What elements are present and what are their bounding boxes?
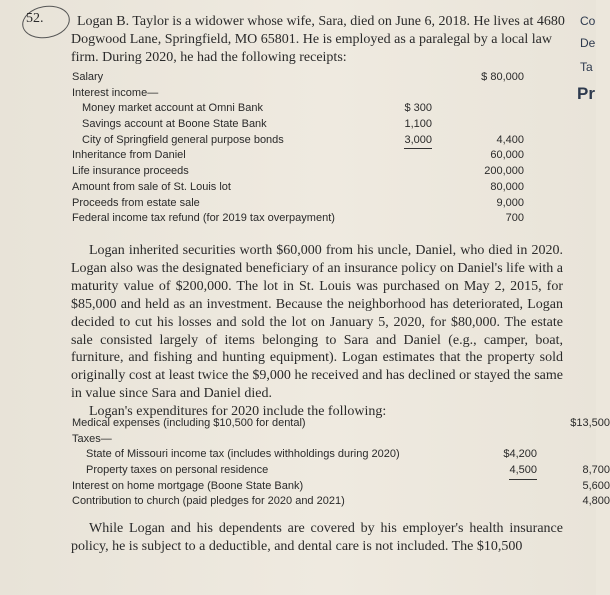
row-label: Interest income—	[72, 86, 159, 99]
row-amount-total: 200,000	[484, 165, 524, 178]
table-row	[72, 133, 532, 149]
side-fragment: Co	[580, 14, 596, 28]
paragraph-insurance	[71, 520, 563, 556]
row-label: Salary	[72, 71, 104, 83]
table-row	[72, 211, 532, 227]
row-label: Amount from sale of St. Louis lot	[72, 180, 231, 193]
intro-line: firm. During 2020, he had the following receipts:	[71, 50, 347, 65]
intro-line: Logan B. Taylor is a widower whose wife, Sara, died on June 6, 2018. He lives at 4680	[77, 14, 565, 29]
row-amount-total: 4,800	[582, 495, 610, 508]
row-amount-total: 5,600	[582, 479, 610, 492]
row-label: Life insurance proceeds	[72, 165, 189, 178]
table-row	[72, 494, 610, 510]
table-row	[72, 148, 532, 164]
table-row	[72, 180, 532, 196]
row-amount-total: 700	[505, 212, 524, 225]
row-label: Proceeds from estate sale	[72, 196, 200, 209]
row-amount-detail: $ 300	[404, 102, 432, 115]
paragraph-receipts-explanation	[71, 242, 563, 421]
row-amount-detail: 3,000	[404, 133, 432, 150]
table-row	[72, 196, 532, 212]
paragraph-text: Logan's expenditures for 2020 include the following:	[89, 404, 387, 420]
row-amount-total: 8,700	[582, 464, 610, 477]
side-fragment: Pr	[577, 84, 595, 103]
table-row	[72, 479, 610, 495]
table-row	[72, 447, 542, 463]
table-row	[72, 101, 532, 117]
side-fragment: De	[580, 36, 596, 50]
row-label: Medical expenses (including $10,500 for dental)	[72, 417, 306, 429]
row-label: Savings account at Boone State Bank	[82, 118, 267, 131]
intro-line: Dogwood Lane, Springfield, MO 65801. He is employed as a paralegal by a local law	[71, 32, 552, 47]
row-amount-detail: 4,500	[509, 463, 537, 480]
row-label: Money market account at Omni Bank	[82, 102, 263, 115]
receipts-table	[72, 70, 532, 227]
row-label: Taxes—	[72, 432, 112, 445]
paragraph-text: While Logan and his dependents are covered by his employer's health insurance policy, he is subject to a deductible, and dental care is not included. The $10,500	[71, 521, 563, 554]
problem-intro	[71, 13, 567, 67]
table-row	[72, 416, 610, 432]
problem-number: 52.	[26, 11, 44, 26]
row-amount-total: 60,000	[490, 149, 524, 162]
table-row	[72, 164, 532, 180]
expenditures-table	[72, 416, 610, 510]
row-label: Contribution to church (paid pledges for 2020 and 2021)	[72, 495, 345, 508]
row-label: Interest on home mortgage (Boone State Bank)	[72, 479, 304, 492]
table-row	[72, 117, 532, 133]
table-row	[72, 432, 542, 448]
table-row	[72, 86, 532, 102]
row-label: Property taxes on personal residence	[86, 464, 269, 477]
paragraph-text: Logan inherited securities worth $60,000 from his uncle, Daniel, who died in 2020. Logan also was the designated beneficiary of an insurance policy on Daniel's life with a maturity value of $200,000. The lot in St. Louis was purchased on May 2, 2015, for $85,000 and held as an investment. Because the neighborhood has deteriorated, Logan decided to cut his losses and sold the lot on January 5, 2020, for $80,000. The estate sale consisted largely of items belonging to Sara and Daniel (e.g., camper, boat, furniture, and fishing and hunting equipment). Logan estimates that the property sold originally cost at least twice the $9,000 he received and has declined or stayed the same in value since Sara and Daniel died.	[71, 243, 563, 402]
row-label: City of Springfield general purpose bonds	[82, 133, 284, 146]
row-amount-total: $13,500	[570, 417, 610, 429]
side-fragment: Ta	[580, 60, 593, 74]
row-amount-detail: $4,200	[503, 448, 537, 461]
row-amount-total: $ 80,000	[481, 71, 524, 83]
row-label: State of Missouri income tax (includes withholdings during 2020)	[86, 448, 400, 461]
row-amount-detail: 1,100	[404, 118, 432, 131]
row-label: Federal income tax refund (for 2019 tax overpayment)	[72, 212, 335, 225]
table-row	[72, 463, 610, 479]
row-label: Inheritance from Daniel	[72, 149, 186, 162]
row-amount-total: 9,000	[496, 196, 524, 209]
table-row	[72, 70, 532, 86]
row-amount-total: 4,400	[496, 133, 524, 146]
row-amount-total: 80,000	[490, 180, 524, 193]
